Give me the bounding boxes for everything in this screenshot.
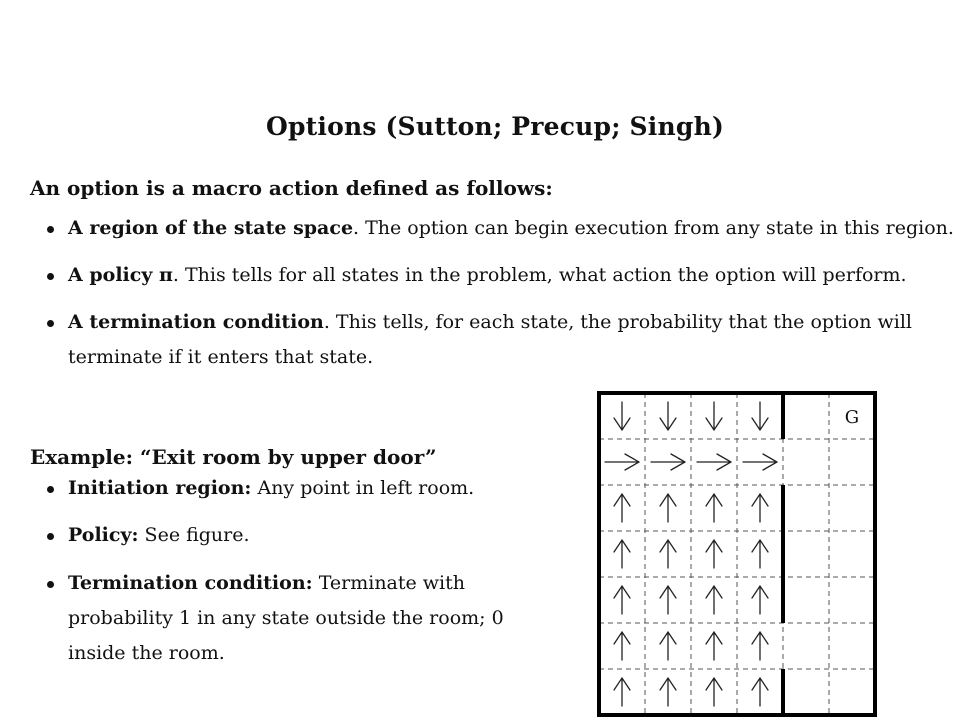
arrow-up-icon [614, 678, 630, 706]
arrow-down-icon [660, 402, 676, 430]
example-text: Terminate with [312, 572, 466, 594]
definition-text: . The option can begin execution from any state in this region. [353, 217, 954, 239]
arrow-up-icon [660, 678, 676, 706]
bullet-dot [47, 486, 54, 493]
arrow-right-icon [743, 454, 777, 470]
example-heading: Example: “Exit room by upper door” [30, 445, 437, 469]
arrow-up-icon [752, 632, 768, 660]
arrow-right-icon [651, 454, 685, 470]
goal-label: G [844, 407, 860, 428]
arrow-up-icon [614, 632, 630, 660]
example-text-line2: probability 1 in any state outside the room; 0 [68, 607, 504, 629]
bullet-dot [47, 320, 54, 327]
arrow-up-icon [706, 632, 722, 660]
example-text: Any point in left room. [251, 477, 475, 499]
arrow-up-icon [660, 494, 676, 522]
arrow-down-icon [614, 402, 630, 430]
arrow-up-icon [706, 678, 722, 706]
definition-label: A region of the state space [68, 217, 354, 239]
example-item-termination [68, 566, 504, 671]
definition-text: . This tells for all states in the problem, what action the option will perform. [172, 264, 907, 286]
slide-title: Options (Sutton; Precup; Singh) [266, 112, 724, 141]
definition-item-policy [68, 258, 907, 293]
arrow-up-icon [614, 540, 630, 568]
gridworld-figure [597, 391, 881, 717]
arrow-up-icon [614, 586, 630, 614]
arrow-up-icon [706, 586, 722, 614]
bullet-dot [47, 533, 54, 540]
example-label: Policy: [68, 524, 139, 546]
example-label: Termination condition: [68, 572, 313, 594]
arrow-up-icon [752, 494, 768, 522]
bullet-dot [47, 581, 54, 588]
arrow-down-icon [752, 402, 768, 430]
arrow-up-icon [752, 586, 768, 614]
definition-text-line2: terminate if it enters that state. [68, 346, 374, 368]
example-text-line3: inside the room. [68, 642, 225, 664]
arrow-up-icon [660, 586, 676, 614]
example-label: Initiation region: [68, 477, 252, 499]
bullet-dot [47, 273, 54, 280]
arrow-right-icon [605, 454, 639, 470]
arrow-up-icon [614, 494, 630, 522]
gridworld-svg [597, 391, 881, 717]
intro-heading: An option is a macro action defined as follows: [30, 176, 553, 200]
bullet-dot [47, 226, 54, 233]
definition-item-region [68, 211, 954, 246]
arrow-down-icon [706, 402, 722, 430]
arrow-up-icon [660, 540, 676, 568]
definition-text: . This tells, for each state, the probability that the option will [323, 311, 912, 333]
arrow-up-icon [706, 540, 722, 568]
example-item-initiation [68, 471, 474, 506]
definition-label: A termination condition [68, 311, 324, 333]
definition-label: A policy π [68, 264, 173, 286]
arrow-up-icon [752, 540, 768, 568]
arrow-up-icon [706, 494, 722, 522]
arrow-up-icon [752, 678, 768, 706]
arrow-right-icon [697, 454, 731, 470]
arrow-up-icon [660, 632, 676, 660]
definition-item-termination [68, 305, 912, 375]
example-item-policy [68, 518, 250, 553]
example-text: See figure. [138, 524, 250, 546]
